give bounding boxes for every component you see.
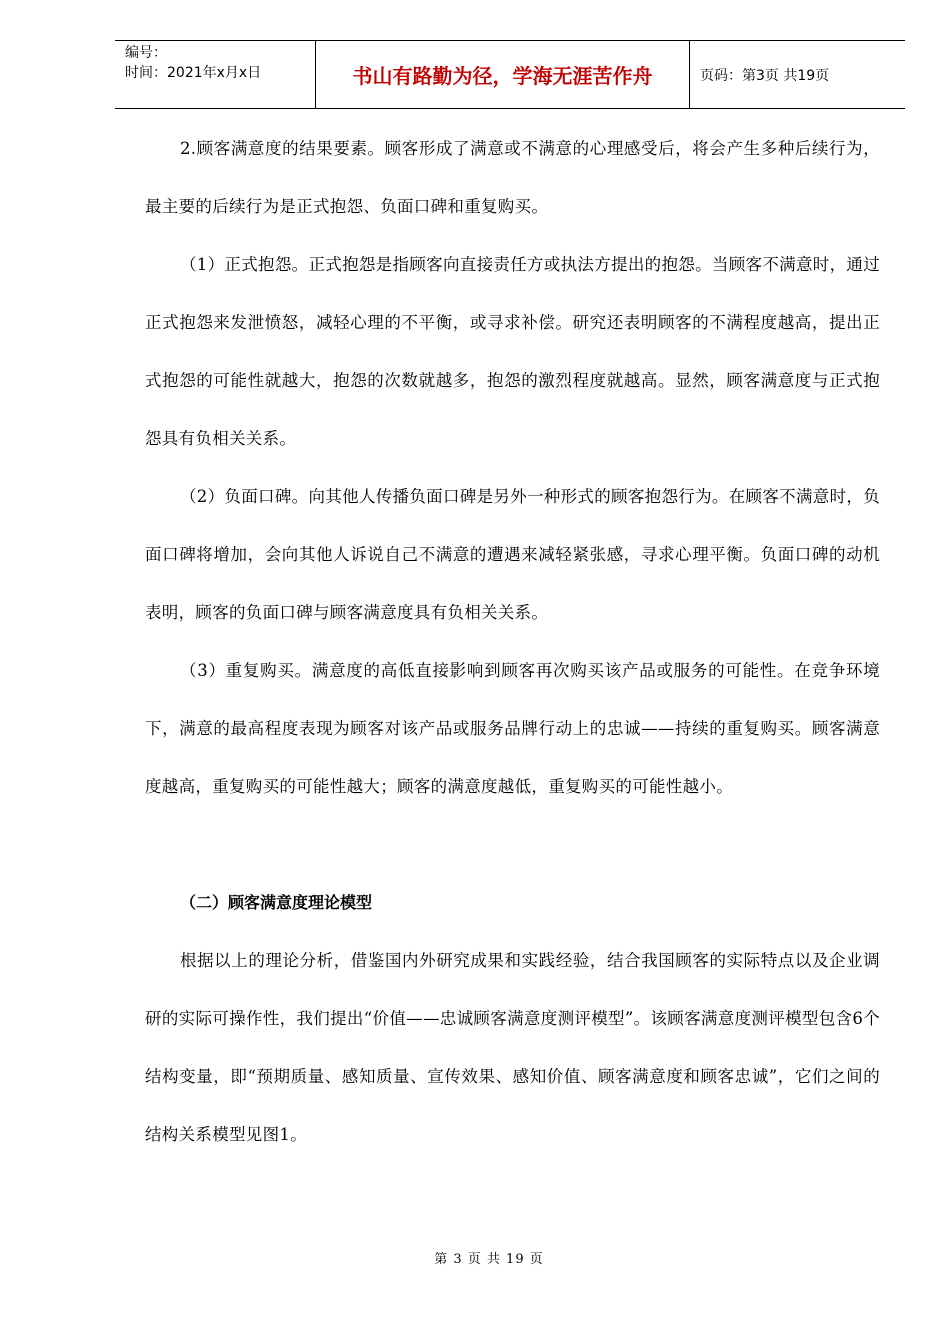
section-title: （二）顾客满意度理论模型 [180,893,373,912]
paragraph-negative-word-of-mouth: （2）负面口碑。向其他人传播负面口碑是另外一种形式的顾客抱怨行为。在顾客不满意时，负面口碑将增加，会向其他人诉说自己不满意的遭遇来减轻紧张感，寻求心理平衡。负面口碑的动机表明，顾客的负面口碑与顾客满意度具有负相关关系。 [145,487,880,622]
header-meta [115,41,316,108]
header-motto: 书山有路勤为径，学海无涯苦作舟 [316,41,690,108]
serial-label: 编号： [125,45,167,61]
paragraph-repeat-purchase: （3）重复购买。满意度的高低直接影响到顾客再次购买该产品或服务的可能性。在竞争环境下，满意的最高程度表现为顾客对该产品或服务品牌行动上的忠诚——持续的重复购买。顾客满意度越高，重复购买的可能性越大；顾客的满意度越低，重复购买的可能性越小。 [145,661,880,796]
time-label: 时间：2021年x月x日 [125,65,262,81]
document-header [115,40,905,109]
document-body [145,120,880,1164]
paragraph-result-elements: 2.顾客满意度的结果要素。顾客形成了满意或不满意的心理感受后，将会产生多种后续行为，最主要的后续行为是正式抱怨、负面口碑和重复购买。 [145,139,880,216]
paragraph-model-description: 根据以上的理论分析，借鉴国内外研究成果和实践经验，结合我国顾客的实际特点以及企业调研的实际可操作性，我们提出“价值——忠诚顾客满意度测评模型”。该顾客满意度测评模型包含6个结构变量，即“预期质量、感知质量、宣传效果、感知价值、顾客满意度和顾客忠诚”，它们之间的结构关系模型见图1。 [145,951,880,1144]
header-page-label: 页码：第3页 共19页 [700,67,830,84]
spacer [145,816,880,874]
paragraph-formal-complaint: （1）正式抱怨。正式抱怨是指顾客向直接责任方或执法方提出的抱怨。当顾客不满意时，通过正式抱怨来发泄愤怒，减轻心理的不平衡，或寻求补偿。研究还表明顾客的不满程度越高，提出正式抱怨的可能性就越大，抱怨的次数就越多，抱怨的激烈程度就越高。显然，顾客满意度与正式抱怨具有负相关关系。 [145,255,880,448]
footer-page-number: 第 3 页 共 19 页 [434,1252,544,1267]
page-footer [0,1248,950,1267]
